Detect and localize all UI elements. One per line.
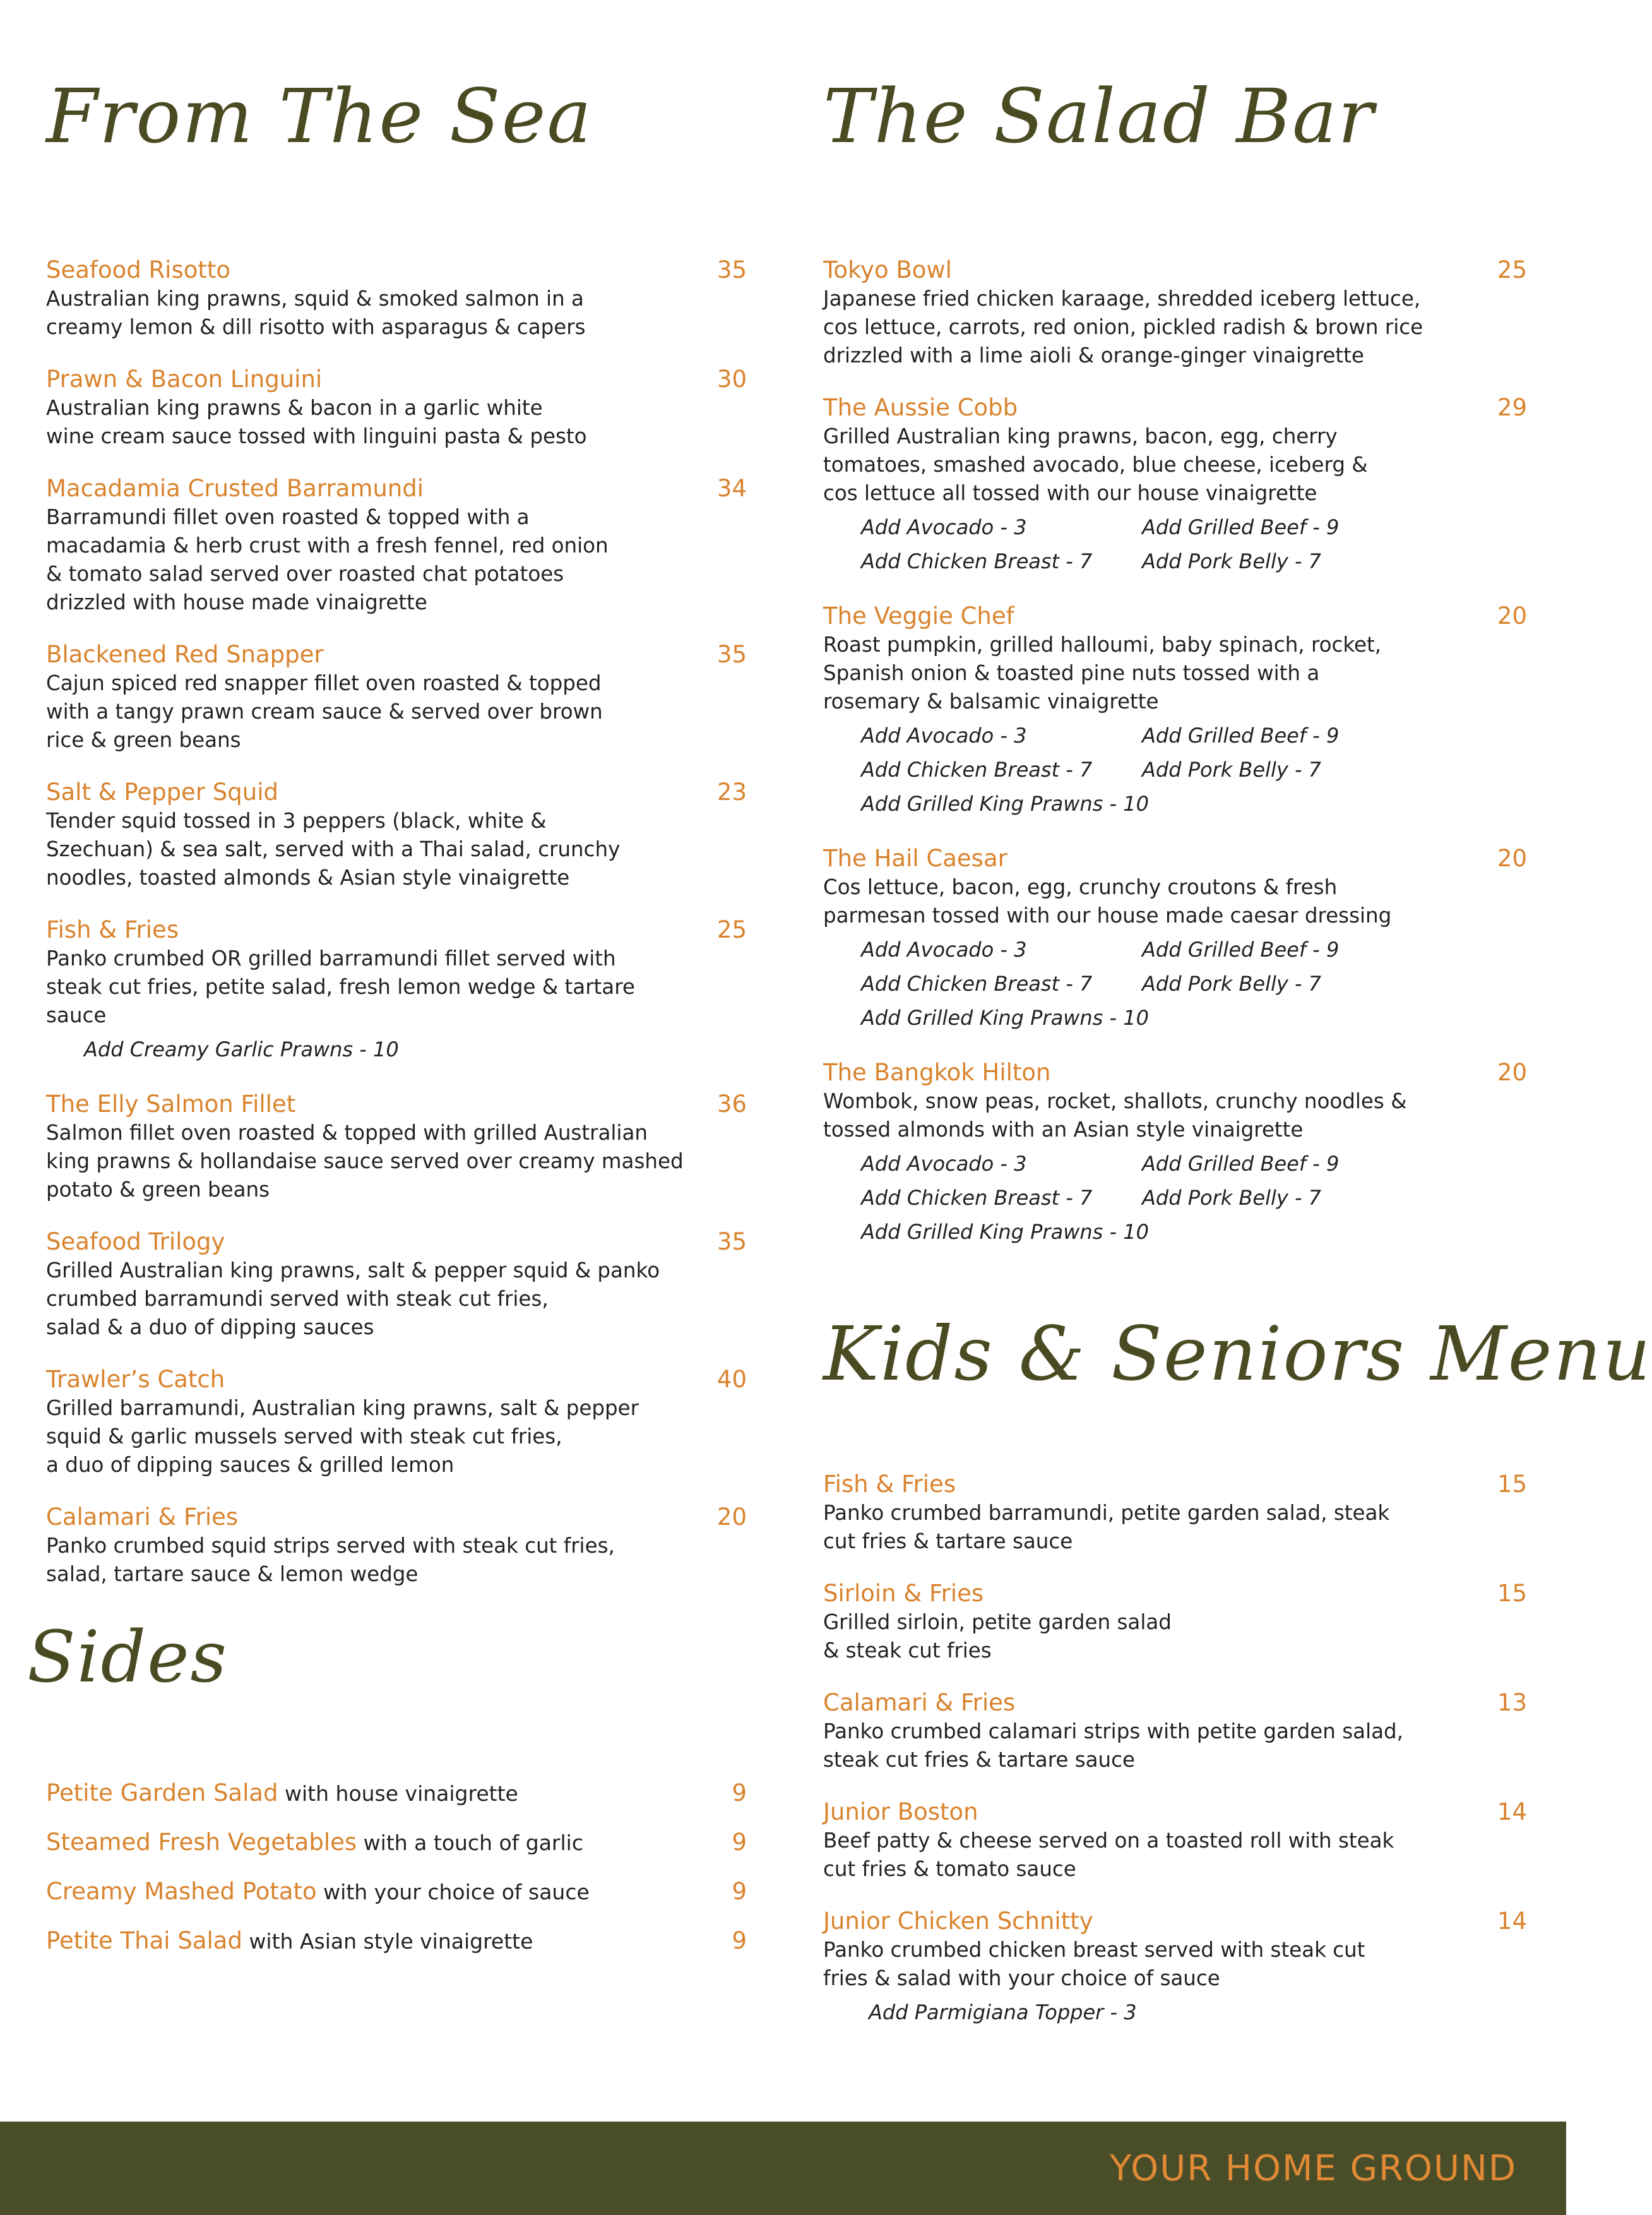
menu-item (823, 256, 1527, 370)
addon-option: Add Pork Belly - 7 (1142, 549, 1322, 573)
addon-option: Add Grilled Beef - 9 (1142, 938, 1340, 962)
menu-item-description (823, 631, 1527, 716)
menu-item-header (46, 1365, 747, 1394)
menu-item-description (46, 394, 747, 451)
menu-item (46, 1090, 747, 1204)
menu-item-price: 14 (1497, 1908, 1527, 1935)
addon-option: Add Pork Belly - 7 (1142, 758, 1322, 782)
side-item (46, 1829, 747, 1856)
addon-options (823, 510, 1527, 578)
addon-option: Add Chicken Breast - 7 (861, 1186, 1093, 1210)
menu-item (823, 1579, 1527, 1665)
description-line: drizzled with house made vinaigrette (46, 590, 427, 614)
description-line: crumbed barramundi served with steak cut fries, (46, 1287, 549, 1311)
description-line: Cajun spiced red snapper fillet oven roasted & topped (46, 671, 602, 695)
description-line: salad, tartare sauce & lemon wedge (46, 1562, 419, 1586)
addon-option: Add Avocado - 3 (861, 938, 1027, 962)
side-item-name: Steamed Fresh Vegetables (46, 1829, 357, 1856)
description-line: potato & green beans (46, 1178, 270, 1202)
menu-item-name: Seafood Risotto (46, 256, 231, 284)
menu-item-description (823, 1608, 1527, 1665)
description-line: parmesan tossed with our house made caesar dressing (823, 904, 1392, 928)
description-line: Grilled sirloin, petite garden salad (823, 1610, 1172, 1634)
side-item-note: with house vinaigrette (278, 1781, 518, 1806)
menu-item-price: 20 (1497, 1059, 1527, 1086)
menu-item-name: Trawler’s Catch (46, 1366, 225, 1393)
menu-item-price: 14 (1497, 1798, 1527, 1825)
menu-item-price: 20 (1497, 845, 1527, 872)
side-item-text (46, 1878, 590, 1905)
menu-item-header (823, 1470, 1527, 1499)
description-line: drizzled with a lime aioli & orange-ginger vinaigrette (823, 343, 1364, 367)
description-line: cos lettuce all tossed with our house vinaigrette (823, 481, 1317, 505)
addon-option: Add Grilled Beef - 9 (1142, 1152, 1340, 1176)
addon-option: Add Chicken Breast - 7 (861, 972, 1093, 996)
addon-option: Add Creamy Garlic Prawns - 10 (84, 1037, 399, 1061)
description-line: salad & a duo of dipping sauces (46, 1315, 374, 1339)
description-line: & steak cut fries (823, 1639, 992, 1663)
footer-tagline: YOUR HOME GROUND (1110, 2148, 1517, 2189)
menu-item-description (823, 1936, 1527, 1993)
addon-option: Add Parmigiana Topper - 3 (869, 2000, 1137, 2024)
description-line: noodles, toasted almonds & Asian style vinaigrette (46, 866, 570, 890)
menu-item-name: The Hail Caesar (823, 845, 1007, 872)
menu-item-header (823, 1798, 1527, 1827)
description-line: rice & green beans (46, 728, 241, 752)
menu-item-description (46, 669, 747, 755)
addon-option: Add Grilled King Prawns - 10 (861, 792, 1149, 816)
menu-item (823, 393, 1527, 578)
menu-item-price: 35 (716, 641, 747, 668)
menu-item-price: 20 (1497, 602, 1527, 630)
menu-item (46, 1503, 747, 1589)
menu-item (46, 916, 747, 1066)
menu-item-header (46, 1090, 747, 1119)
addon-option: Add Avocado - 3 (861, 1152, 1027, 1176)
addon-option: Add Avocado - 3 (861, 515, 1027, 539)
description-line: Barramundi fillet oven roasted & topped with a (46, 505, 530, 529)
kids-menu-list (823, 1470, 1527, 2053)
side-item (46, 1927, 747, 1954)
menu-item-description (823, 1827, 1527, 1884)
menu-item-header (46, 640, 747, 669)
menu-item-price: 34 (716, 475, 747, 502)
description-line: Tender squid tossed in 3 peppers (black, white & (46, 809, 547, 833)
menu-item-header (46, 916, 747, 945)
side-item-price: 9 (732, 1927, 747, 1954)
side-item-name: Petite Thai Salad (46, 1927, 242, 1954)
menu-item-description (823, 873, 1527, 930)
side-item-text (46, 1927, 533, 1954)
description-line: Panko crumbed OR grilled barramundi fillet served with (46, 946, 616, 970)
description-line: Cos lettuce, bacon, egg, crunchy croutons & fresh (823, 875, 1338, 899)
menu-item (46, 640, 747, 755)
addon-options (823, 1995, 1527, 2029)
description-line: a duo of dipping sauces & grilled lemon (46, 1453, 455, 1477)
menu-item-name: The Bangkok Hilton (823, 1059, 1051, 1086)
heading-sides: Sides (27, 1616, 228, 1699)
sea-menu-list (46, 256, 747, 1612)
menu-item-header (823, 1907, 1527, 1936)
addon-option: Add Grilled Beef - 9 (1142, 724, 1340, 748)
menu-item-name: The Elly Salmon Fillet (46, 1090, 296, 1118)
menu-item-name: Calamari & Fries (46, 1503, 239, 1531)
menu-item-description (46, 1257, 747, 1342)
side-item-price: 9 (732, 1829, 747, 1856)
menu-item-name: Junior Boston (823, 1798, 978, 1825)
description-line: Grilled barramundi, Australian king prawns, salt & pepper (46, 1396, 639, 1420)
heading-the-salad-bar: The Salad Bar (823, 73, 1375, 160)
description-line: Beef patty & cheese served on a toasted roll with steak (823, 1829, 1394, 1853)
menu-item-price: 29 (1497, 394, 1527, 421)
side-item-note: with Asian style vinaigrette (242, 1929, 533, 1954)
addon-option: Add Pork Belly - 7 (1142, 972, 1322, 996)
side-item-text (46, 1829, 583, 1856)
description-line: Grilled Australian king prawns, bacon, egg, cherry (823, 424, 1338, 448)
description-line: Panko crumbed squid strips served with steak cut fries, (46, 1534, 615, 1558)
heading-kids-seniors-menu: Kids & Seniors Menu (823, 1310, 1652, 1397)
sides-list (46, 1779, 747, 1976)
addon-option: Add Grilled Beef - 9 (1142, 515, 1340, 539)
menu-item-header (46, 1503, 747, 1532)
menu-item (823, 602, 1527, 821)
addon-option: Add Grilled King Prawns - 10 (861, 1006, 1149, 1030)
menu-item-header (823, 844, 1527, 873)
menu-item-price: 20 (716, 1503, 747, 1531)
heading-from-the-sea: From The Sea (46, 73, 593, 160)
side-item-note: with your choice of sauce (316, 1880, 590, 1904)
addon-options (46, 1032, 747, 1066)
description-line: tossed almonds with an Asian style vinaigrette (823, 1118, 1304, 1142)
salad-menu-list (823, 256, 1527, 1272)
footer-bar (0, 2122, 1566, 2215)
menu-item-price: 30 (716, 366, 747, 393)
description-line: steak cut fries, petite salad, fresh lemon wedge & tartare (46, 975, 635, 999)
menu-item-description (823, 1499, 1527, 1556)
description-line: Japanese fried chicken karaage, shredded iceberg lettuce, (823, 287, 1421, 311)
menu-item-name: Tokyo Bowl (823, 256, 952, 284)
description-line: with a tangy prawn cream sauce & served over brown (46, 700, 603, 724)
menu-item-name: Macadamia Crusted Barramundi (46, 475, 424, 502)
menu-item-header (823, 602, 1527, 631)
description-line: Panko crumbed chicken breast served with steak cut (823, 1938, 1365, 1962)
menu-item-header (46, 1227, 747, 1257)
menu-item-description (46, 945, 747, 1030)
description-line: Australian king prawns, squid & smoked salmon in a (46, 287, 584, 311)
description-line: Australian king prawns & bacon in a garlic white (46, 396, 543, 420)
menu-item (823, 1907, 1527, 2029)
menu-item-description (46, 503, 747, 617)
description-line: steak cut fries & tartare sauce (823, 1748, 1136, 1772)
side-item (46, 1878, 747, 1905)
description-line: Salmon fillet oven roasted & topped with grilled Australian (46, 1121, 648, 1145)
menu-item-header (823, 1058, 1527, 1087)
addon-option: Add Chicken Breast - 7 (861, 549, 1093, 573)
description-line: cut fries & tartare sauce (823, 1529, 1073, 1553)
description-line: fries & salad with your choice of sauce (823, 1966, 1220, 1990)
menu-item-description (823, 1087, 1527, 1144)
menu-item-price: 40 (716, 1366, 747, 1393)
addon-option: Add Pork Belly - 7 (1142, 1186, 1322, 1210)
menu-item-name: The Veggie Chef (823, 602, 1014, 630)
menu-item-name: Sirloin & Fries (823, 1580, 984, 1607)
menu-item (823, 1688, 1527, 1774)
menu-item-header (46, 474, 747, 503)
description-line: creamy lemon & dill risotto with asparagus & capers (46, 315, 586, 339)
menu-item (823, 1470, 1527, 1556)
menu-item-header (46, 778, 747, 807)
menu-item-price: 35 (716, 1228, 747, 1255)
menu-item-name: The Aussie Cobb (823, 394, 1018, 421)
menu-item (823, 1058, 1527, 1249)
menu-item-price: 23 (716, 779, 747, 806)
menu-item-price: 13 (1497, 1689, 1527, 1716)
menu-item (823, 844, 1527, 1035)
description-line: rosemary & balsamic vinaigrette (823, 690, 1159, 713)
description-line: cut fries & tomato sauce (823, 1857, 1076, 1881)
menu-item-name: Salt & Pepper Squid (46, 779, 278, 806)
menu-item-description (823, 422, 1527, 508)
menu-item-header (46, 365, 747, 394)
menu-item-description (46, 807, 747, 892)
description-line: macadamia & herb crust with a fresh fennel, red onion (46, 534, 609, 558)
addon-option: Add Chicken Breast - 7 (861, 758, 1093, 782)
addon-option: Add Grilled King Prawns - 10 (861, 1220, 1149, 1244)
menu-item-header (823, 1579, 1527, 1608)
menu-item (46, 1365, 747, 1479)
menu-item (46, 365, 747, 451)
menu-item (46, 474, 747, 617)
description-line: Wombok, snow peas, rocket, shallots, crunchy noodles & (823, 1089, 1407, 1113)
side-item-price: 9 (732, 1878, 747, 1905)
description-line: tomatoes, smashed avocado, blue cheese, iceberg & (823, 453, 1368, 477)
menu-item-name: Blackened Red Snapper (46, 641, 324, 668)
description-line: sauce (46, 1003, 107, 1027)
addon-options (823, 1147, 1527, 1249)
menu-item-price: 25 (1497, 256, 1527, 284)
menu-item-description (46, 1394, 747, 1479)
menu-item-description (46, 1532, 747, 1589)
menu-item-name: Fish & Fries (46, 916, 179, 943)
description-line: squid & garlic mussels served with steak cut fries, (46, 1424, 562, 1448)
description-line: Grilled Australian king prawns, salt & pepper squid & panko (46, 1258, 660, 1282)
menu-item-description (823, 1717, 1527, 1774)
description-line: Panko crumbed barramundi, petite garden salad, steak (823, 1501, 1390, 1525)
description-line: Spanish onion & toasted pine nuts tossed with a (823, 661, 1320, 685)
menu-item-description (46, 285, 747, 342)
side-item-text (46, 1779, 518, 1806)
menu-item-header (823, 1688, 1527, 1717)
description-line: cos lettuce, carrots, red onion, pickled radish & brown rice (823, 315, 1423, 339)
description-line: & tomato salad served over roasted chat potatoes (46, 562, 564, 586)
side-item-name: Creamy Mashed Potato (46, 1878, 317, 1905)
description-line: king prawns & hollandaise sauce served over creamy mashed (46, 1149, 684, 1173)
menu-item (823, 1798, 1527, 1884)
menu-item (46, 778, 747, 892)
menu-item-header (823, 256, 1527, 285)
menu-item-name: Seafood Trilogy (46, 1228, 225, 1255)
menu-item-name: Junior Chicken Schnitty (823, 1908, 1093, 1935)
addon-options (823, 933, 1527, 1035)
menu-item-description (46, 1119, 747, 1204)
menu-item-name: Prawn & Bacon Linguini (46, 366, 323, 393)
side-item-note: with a touch of garlic (357, 1830, 583, 1855)
menu-item-header (823, 393, 1527, 422)
menu-item-price: 15 (1497, 1580, 1527, 1607)
menu-item-name: Calamari & Fries (823, 1689, 1016, 1716)
side-item (46, 1779, 747, 1806)
menu-item-price: 15 (1497, 1471, 1527, 1498)
addon-option: Add Avocado - 3 (861, 724, 1027, 748)
menu-item-header (46, 256, 747, 285)
menu-item-price: 36 (716, 1090, 747, 1118)
description-line: Panko crumbed calamari strips with petite garden salad, (823, 1719, 1403, 1743)
description-line: wine cream sauce tossed with linguini pasta & pesto (46, 424, 587, 448)
description-line: Roast pumpkin, grilled halloumi, baby spinach, rocket, (823, 633, 1382, 657)
addon-options (823, 719, 1527, 821)
menu-item-price: 25 (716, 916, 747, 943)
side-item-price: 9 (732, 1779, 747, 1806)
description-line: Szechuan) & sea salt, served with a Thai salad, crunchy (46, 837, 621, 861)
menu-item (46, 256, 747, 342)
menu-item-description (823, 285, 1527, 370)
side-item-name: Petite Garden Salad (46, 1779, 278, 1806)
menu-item-price: 35 (716, 256, 747, 284)
menu-item (46, 1227, 747, 1342)
menu-item-name: Fish & Fries (823, 1471, 956, 1498)
